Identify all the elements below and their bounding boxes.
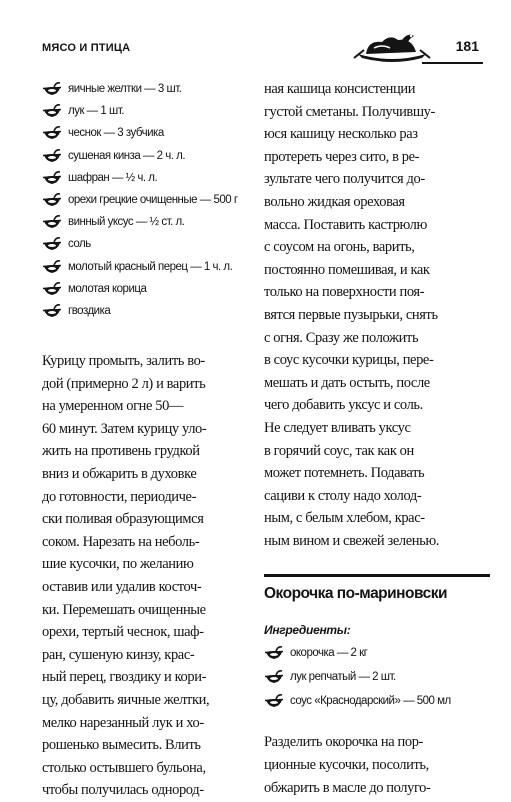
bowl-icon [42,236,62,252]
text-line: чтобы получилась однород- [42,782,204,799]
list-item [42,278,248,300]
text-line: орехи, тертый чеснок, шаф- [42,624,204,641]
list-item [42,78,248,100]
recipe-paragraph [42,350,248,802]
bowl-icon [42,281,62,297]
text-line: обжарить в масле до полуго- [264,779,431,796]
bowl-icon [42,148,62,164]
text-line: густой сметаны. Получившу- [264,103,435,120]
list-item [42,233,248,255]
bowl-icon [42,81,62,97]
text-line: вольно жидкая ореховая [264,193,405,210]
ingredient-list-2 [264,641,490,713]
list-item [42,122,248,144]
text-line: Разделить окорочка на пор- [264,734,423,751]
list-item [42,145,248,167]
text-line: дой (примерно 2 л) и варить [42,375,206,392]
text-line: вятся первые пузырьки, снять [264,306,438,323]
text-line: ски поливая образующимся [42,511,204,528]
duck-dish-icon [352,28,432,62]
text-line: ционные кусочки, посолить, [264,757,429,774]
text-line: столько остывшего бульона, [42,759,206,776]
text-line: ки. Перемешать очищенные [42,601,206,618]
bowl-icon [42,214,62,230]
page-header [34,28,483,64]
ingredient-text: сушеная кинза — 2 ч. л. [68,149,186,162]
text-line: может потемнеть. Подавать [264,465,425,482]
list-item [42,167,248,189]
ingredients-label: Ингредиенты: [264,623,351,638]
list-item [42,100,248,122]
ingredient-text: гвоздика [68,304,111,317]
text-line: Не следует вливать уксус [264,419,411,436]
list-item [264,641,490,665]
text-line: в соус кусочки курицы, пере- [264,352,434,369]
ingredient-text: соус «Краснодарский» — 500 мл [290,695,451,708]
bowl-icon [264,693,284,709]
text-line: оставив или удалив косточ- [42,579,202,595]
bowl-icon [42,303,62,319]
bowl-icon [42,192,62,208]
text-line: постоянно помешивая, и как [264,261,430,278]
recipe-paragraph-continued [264,78,490,552]
page-number: 181 [455,38,479,54]
text-line: сациви к столу надо холод- [264,487,422,504]
text-line: протереть через сито, в ре- [264,148,420,165]
recipe-paragraph-2 [264,731,490,799]
bowl-icon [42,259,62,275]
text-line: Курицу промыть, залить во- [42,353,205,370]
text-line: соком. Нарезать на неболь- [42,533,200,550]
text-line: вниз и обжарить в духовке [42,466,197,483]
recipe-title: Окорочка по-мариновски [264,574,490,611]
text-line: масса. Поставить кастрюлю [264,216,427,233]
bowl-icon [42,125,62,141]
text-line: ная кашица консистенции [264,81,416,97]
ingredient-text: шафран — ½ ч. л. [68,171,158,184]
list-item [42,211,248,233]
text-line: до готовности, периодиче- [42,488,197,505]
ingredient-list [42,78,248,322]
text-line: юся кашицу несколько раз [264,126,418,143]
text-line: ран, сушеную кинзу, крас- [42,646,195,663]
section-title: МЯСО И ПТИЦА [42,42,131,54]
list-item [42,189,248,211]
text-line: рошенько вымесить. Влить [42,737,201,754]
bowl-icon [42,170,62,186]
text-line: ный перец, гвоздику и кори- [42,669,207,686]
list-item [42,300,248,322]
text-line: с огня. Сразу же положить [264,329,419,346]
header-rule [422,62,483,64]
bowl-icon [264,669,284,685]
text-line: шие кусочки, по желанию [42,556,194,573]
text-line: жить на противень грудкой [42,443,200,460]
bowl-icon [42,103,62,119]
ingredient-text: окорочка — 2 кг [290,647,368,660]
bowl-icon [264,645,284,661]
ingredient-text: орехи грецкие очищенные — 500 г [68,194,238,207]
text-line: на умеренном огне 50— [42,398,184,415]
text-line: мешать и дать остыть, после [264,374,430,391]
ingredient-text: соль [68,238,91,251]
text-line: только на поверхности поя- [264,284,425,301]
right-column [264,78,490,799]
text-line: чего добавить уксус и соль. [264,397,423,414]
list-item [264,665,490,689]
ingredient-text: чеснок — 3 зубчика [68,127,164,140]
list-item [42,256,248,278]
ingredient-text: молотый красный перец — 1 ч. л. [68,260,233,273]
text-line: в горячий соус, так как он [264,442,414,459]
text-line: ным, с белым хлебом, крас- [264,510,425,527]
text-line: ным вином и свежей зеленью. [264,532,439,549]
text-line: цу, добавить яичные желтки, [42,691,210,708]
left-column [42,78,248,802]
text-line: с соусом на огонь, варить, [264,239,415,256]
list-item [264,689,490,713]
ingredient-text: лук — 1 шт. [68,105,124,118]
text-line: зультате чего получится до- [264,171,425,188]
ingredient-text: лук репчатый — 2 шт. [290,671,396,684]
text-line: 60 минут. Затем курицу уло- [42,420,207,437]
text-line: мелко нарезанный лук и хо- [42,714,204,731]
ingredient-text: винный уксус — ½ ст. л. [68,216,185,229]
ingredient-text: молотая корица [68,282,147,295]
ingredient-text: яичные желтки — 3 шт. [68,83,182,96]
